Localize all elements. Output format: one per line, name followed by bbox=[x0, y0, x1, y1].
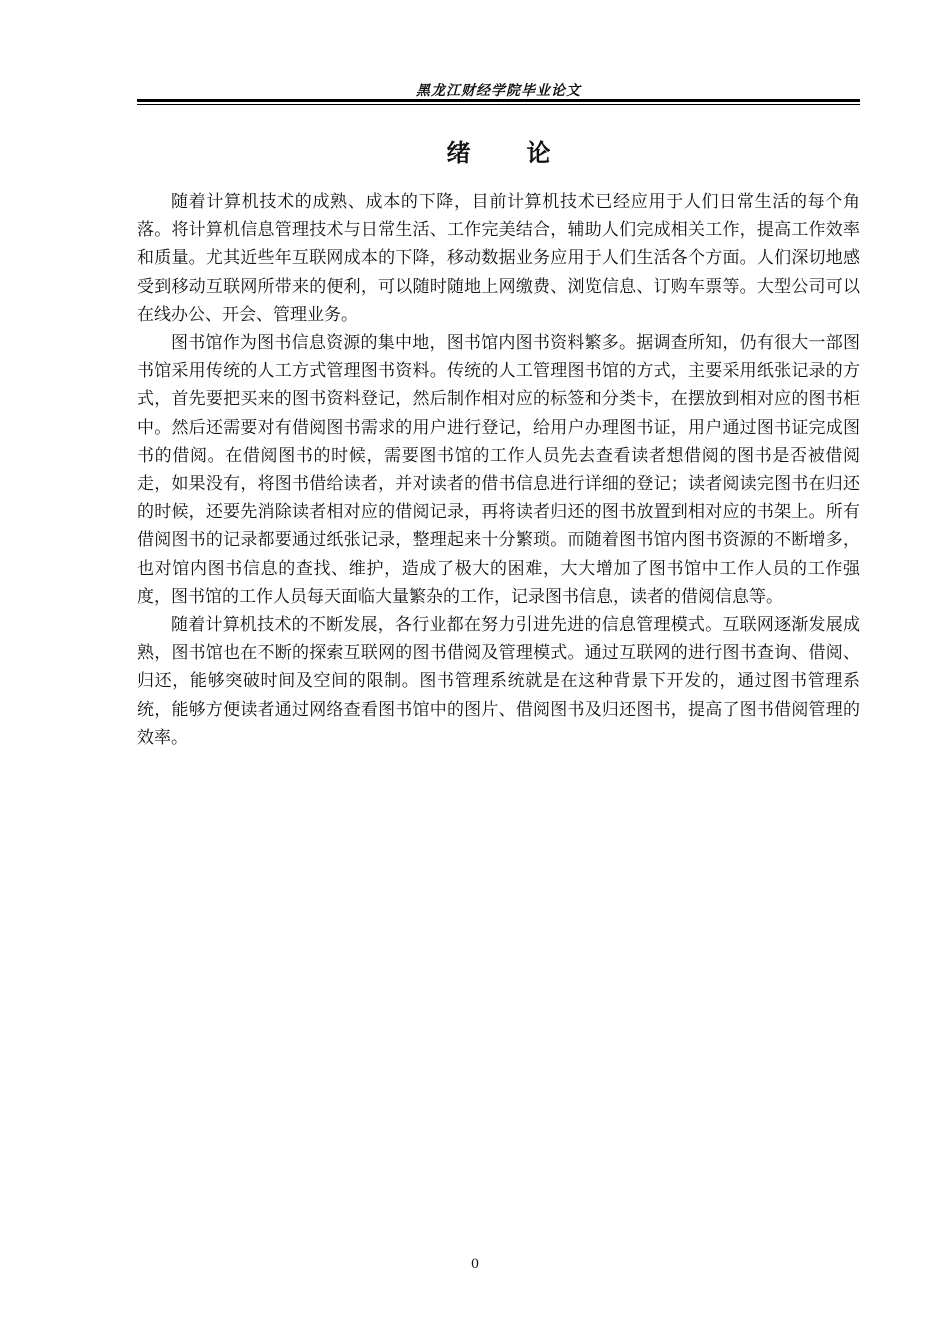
page-number: 0 bbox=[470, 1257, 480, 1272]
section-title bbox=[137, 133, 860, 168]
paragraph-2: 图书馆作为图书信息资源的集中地，图书馆内图书资料繁多。据调查所知，仍有很大一部图书馆采用传统的人工方式管理图书资料。传统的人工管理图书馆的方式，主要采用纸张记录的方式，首先要把买来的图书资料登记，然后制作相对应的标签和分类卡，在摆放到相对应的图书柜中。然后还需要对有借阅图书需求的用户进行登记，给用户办理图书证，用户通过图书证完成图书的借阅。在借阅图书的时候，需要图书馆的工作人员先去查看读者想借阅的图书是否被借阅走，如果没有，将图书借给读者，并对读者的借书信息进行详细的登记；读者阅读完图书在归还的时候，还要先消除读者相对应的借阅记录，再将读者归还的图书放置到相对应的书架上。所有借阅图书的记录都要通过纸张记录，整理起来十分繁琐。而随着图书馆内图书资源的不断增多，也对馆内图书信息的查找、维护，造成了极大的困难，大大增加了图书馆中工作人员的工作强度，图书馆的工作人员每天面临大量繁杂的工作，记录图书信息，读者的借阅信息等。 bbox=[137, 333, 860, 607]
section-title-left: 绪 bbox=[446, 138, 471, 167]
paragraph-3: 随着计算机技术的不断发展，各行业都在努力引进先进的信息管理模式。互联网逐渐发展成熟，图书馆也在不断的探索互联网的图书借阅及管理模式。通过互联网的进行图书查询、借阅、归还，能够突破时间及空间的限制。图书管理系统就是在这种背景下开发的，通过图书管理系统，能够方便读者通过网络查看图书馆中的图片、借阅图书及归还图书，提高了图书借阅管理的效率。 bbox=[137, 615, 860, 748]
paragraph-1: 随着计算机技术的成熟、成本的下降，目前计算机技术已经应用于人们日常生活的每个角落。将计算机信息管理技术与日常生活、工作完美结合，辅助人们完成相关工作，提高工作效率和质量。尤其近些年互联网成本的下降，移动数据业务应用于人们生活各个方面。人们深切地感受到移动互联网所带来的便利，可以随时随地上网缴费、浏览信息、订购车票等。大型公司可以在线办公、开会、管理业务。 bbox=[137, 192, 860, 325]
header-rule-thin bbox=[137, 104, 860, 105]
running-header: 黑龙江财经学院毕业论文 bbox=[416, 83, 581, 99]
header-rule-thick bbox=[137, 99, 860, 102]
body-text bbox=[137, 188, 860, 752]
section-title-right: 论 bbox=[526, 138, 551, 167]
